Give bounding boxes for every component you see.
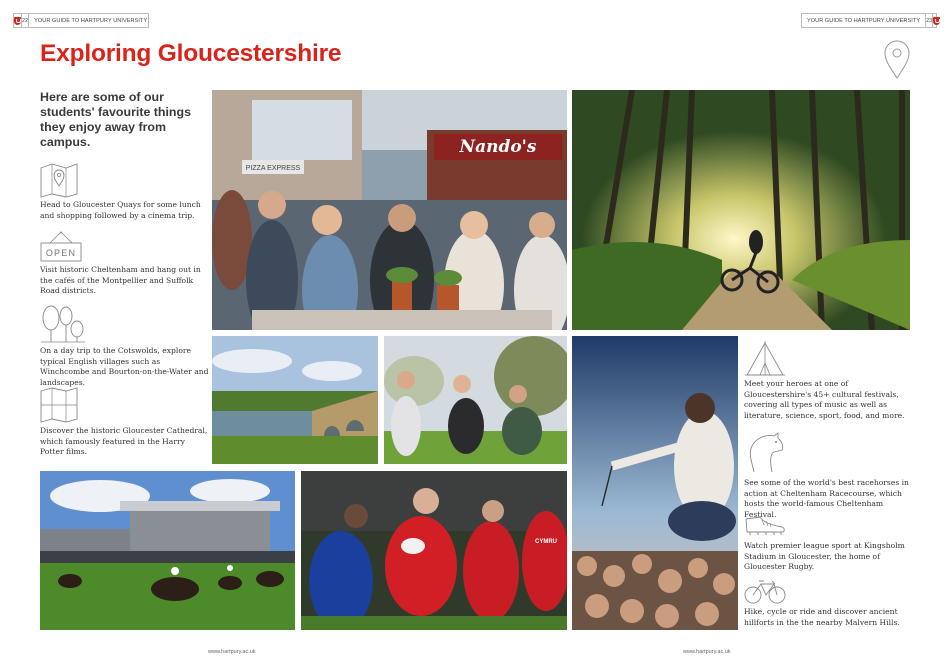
- picnic-friends-photo: [384, 336, 567, 464]
- hartpury-logo: [933, 14, 940, 27]
- map-icon: [40, 162, 78, 198]
- header-title-left: YOUR GUIDE TO HARTPURY UNIVERSITY: [34, 17, 148, 24]
- location-pin-icon: [883, 40, 911, 80]
- open-sign-icon: [40, 231, 82, 263]
- activity-text: Watch premier league sport at Kingsholm Stadium in Gloucester, the home of Gloucester Rugby.: [744, 541, 905, 572]
- activity-text: Head to Gloucester Quays for some lunch and shopping followed by a cinema trip.: [40, 200, 201, 220]
- rugby-match-photo: [301, 471, 567, 630]
- activity-text: Discover the historic Gloucester Cathedral, which famously featured in the Harry Potter films.: [40, 426, 208, 457]
- trees-icon: [40, 304, 86, 344]
- intro-text: Here are some of our students' favourite things they enjoy away from campus.: [40, 90, 191, 149]
- nandos-sign: Nando's: [459, 137, 537, 157]
- rugby-boot-icon: [744, 515, 786, 537]
- activity-text: Meet your heroes at one of Gloucestershire's 45+ cultural festivals, covering all types of music as well as literature, science, sport, food, and more.: [744, 379, 905, 420]
- pizza-sign: PIZZA EXPRESS: [245, 165, 301, 172]
- nandos-friends-photo: [212, 90, 567, 330]
- header-title-right: YOUR GUIDE TO HARTPURY UNIVERSITY: [802, 14, 926, 27]
- page-title: Exploring Gloucestershire: [40, 40, 342, 67]
- page-number-left: 22: [22, 14, 29, 27]
- page-number-right: 23: [926, 14, 933, 27]
- forest-cyclist-photo: [572, 90, 910, 330]
- tent-icon: [744, 341, 786, 377]
- activity-text: See some of the world's best racehorses in action at Cheltenham Racecourse, which hosts the world-famous Cheltenham Festival.: [744, 478, 909, 519]
- hartpury-logo: [14, 14, 22, 27]
- footer-url-left[interactable]: www.hartpury.ac.uk: [208, 649, 256, 655]
- activity-text: Visit historic Cheltenham and hang out in the cafés of the Montpellier and Suffolk Road districts.: [40, 265, 201, 296]
- header-right: [801, 13, 937, 28]
- activity-text: On a day trip to the Cotswolds, explore typical English villages such as Winchcombe and Bourton-on-the-Water and landscapes.: [40, 346, 209, 387]
- horse-icon: [744, 432, 786, 474]
- footer-url-right[interactable]: www.hartpury.ac.uk: [683, 649, 731, 655]
- folded-map-icon: [40, 387, 78, 423]
- bicycle-icon: [744, 578, 786, 604]
- open-sign-label: OPEN: [45, 248, 77, 258]
- festival-crowd-photo: [572, 336, 738, 630]
- activity-text: Hike, cycle or ride and discover ancient hillforts in the the nearby Malvern Hills.: [744, 607, 900, 627]
- racecourse-photo: [40, 471, 295, 630]
- header-left: [13, 13, 149, 28]
- cotswolds-bridge-photo: [212, 336, 378, 464]
- rugby-shirt-text: CYMRU: [535, 539, 557, 545]
